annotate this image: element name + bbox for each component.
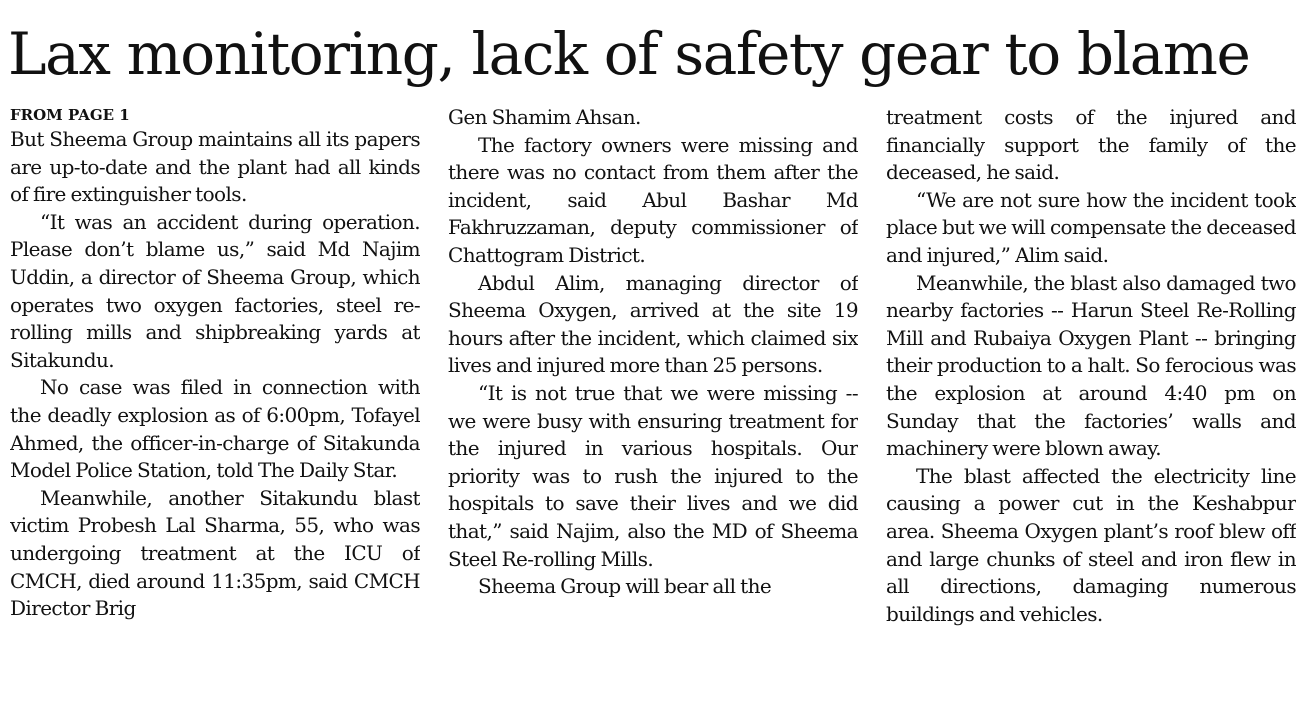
paragraph: “It is not true that we were missing -- we were busy with ensuring treatment for the injured in various hospitals. Our priority was to rush the injured to the hospitals to save their lives and we did that,” said Najim, also the MD of Sheema Steel Re-rolling Mills.: [448, 380, 858, 571]
paragraph: Meanwhile, the blast also damaged two nearby factories -- Harun Steel Re-Rolling Mill and Rubaiya Oxygen Plant -- bringing their production to a halt. So ferocious was the explosion at around 4:40 pm on Sunday that the factories’ walls and machinery were blown away.: [886, 270, 1296, 461]
paragraph: Abdul Alim, managing director of Sheema Oxygen, arrived at the site 19 hours after the incident, which claimed six lives and injured more than 25 persons.: [448, 270, 858, 378]
paragraph: The factory owners were missing and there was no contact from them after the incident, said Abul Bashar Md Fakhruzzaman, deputy commissioner of Chattogram District.: [448, 132, 858, 267]
paragraph: treatment costs of the injured and financially support the family of the deceased, he said.: [886, 105, 1296, 185]
paragraph: No case was filed in connection with the deadly explosion as of 6:00pm, Tofayel Ahmed, the officer-in-charge of Sitakunda Model Police Station, told The Daily Star.: [10, 375, 420, 483]
headline: Lax monitoring, lack of safety gear to blame: [8, 20, 1250, 88]
article-column-3: [886, 104, 1296, 696]
kicker-from-page: FROM PAGE 1: [10, 106, 130, 124]
paragraph: Gen Shamim Ahsan.: [448, 105, 641, 129]
paragraph: “It was an accident during operation. Please don’t blame us,” said Md Najim Uddin, a director of Sheema Group, which operates two oxygen factories, steel re-rolling mills and shipbreaking yards at Sitakundu.: [10, 209, 420, 372]
paragraph: The blast affected the electricity line causing a power cut in the Keshabpur area. Sheema Oxygen plant’s roof blew off and large chunks of steel and iron flew in all directions, damaging numerous buildings and vehicles.: [886, 463, 1296, 626]
paragraph: “We are not sure how the incident took place but we will compensate the deceased and injured,” Alim said.: [886, 187, 1296, 267]
paragraph: Sheema Group will bear all the: [478, 574, 772, 599]
paragraph: Meanwhile, another Sitakundu blast victim Probesh Lal Sharma, 55, who was undergoing treatment at the ICU of CMCH, died around 11:35pm, said CMCH Director Brig: [10, 485, 420, 621]
article-column-2: [448, 104, 858, 696]
paragraph: But Sheema Group maintains all its papers are up-to-date and the plant had all kinds of fire extinguisher tools.: [10, 127, 420, 207]
article-column-1: [10, 104, 420, 696]
